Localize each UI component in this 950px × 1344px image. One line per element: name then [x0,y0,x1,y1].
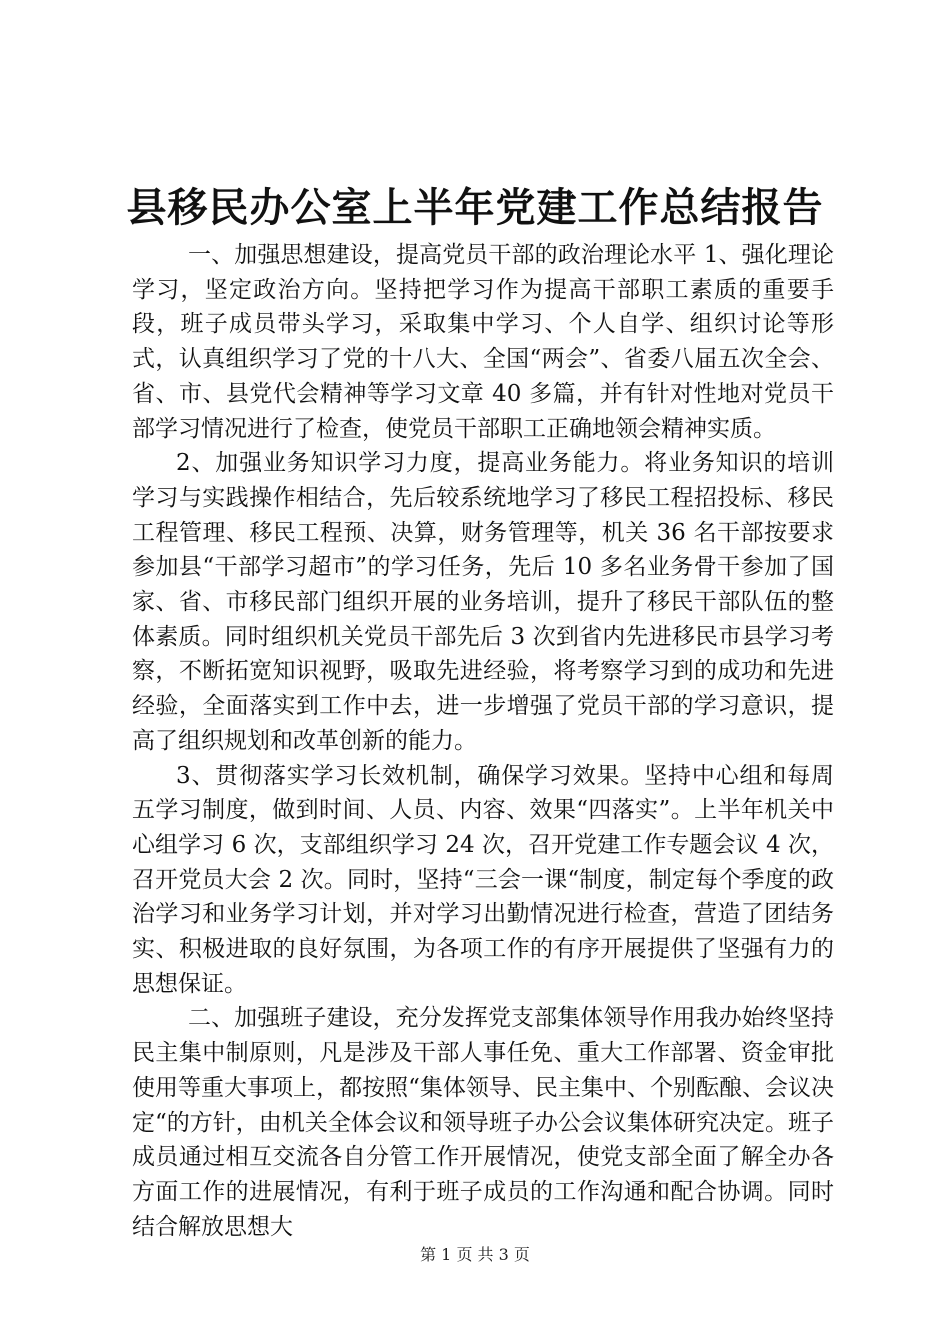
page-number-footer: 第 1 页 共 3 页 [420,1245,530,1264]
document-body [132,238,834,1244]
document-title: 县移民办公室上半年党建工作总结报告 [126,184,824,231]
body-paragraph: 3、贯彻落实学习长效机制，确保学习效果。坚持中心组和每周五学习制度，做到时间、人员、内容、效果“四落实”。上半年机关中心组学习 6 次，支部组织学习 24 次，召开党建工作专题会议 4 次，召开党员大会 2 次。同时，坚持“三会一课“制度，制定每个季度的政治学习和业务学习计划，并对学习出勤情况进行检查，营造了团结务实、积极进取的良好氛围，为各项工作的有序开展提供了坚强有力的思想保证。 [132,762,834,997]
body-paragraph: 2、加强业务知识学习力度，提高业务能力。将业务知识的培训学习与实践操作相结合，先后较系统地学习了移民工程招投标、移民工程管理、移民工程预、决算，财务管理等，机关 36 名干部按要求参加县“干部学习超市”的学习任务，先后 10 多名业务骨干参加了国家、省、市移民部门组织开展的业务培训，提升了移民干部队伍的整体素质。同时组织机关党员干部先后 3 次到省内先进移民市县学习考察，不断拓宽知识视野，吸取先进经验，将考察学习到的成功和先进经验，全面落实到工作中去，进一步增强了党员干部的学习意识，提高了组织规划和改革创新的能力。 [132,450,834,754]
body-paragraph: 一、加强思想建设，提高党员干部的政治理论水平 1、强化理论学习，坚定政治方向。坚持把学习作为提高干部职工素质的重要手段，班子成员带头学习，采取集中学习、个人自学、组织讨论等形式，认真组织学习了党的十八大、全国“两会”、省委八届五次全会、省、市、县党代会精神等学习文章 40 多篇，并有针对性地对党员干部学习情况进行了检查，使党员干部职工正确地领会精神实质。 [132,242,834,442]
body-paragraph: 二、加强班子建设，充分发挥党支部集体领导作用我办始终坚持民主集中制原则，凡是涉及干部人事任免、重大工作部署、资金审批使用等重大事项上，都按照“集体领导、民主集中、个别酝酿、会议决定“的方针，由机关全体会议和领导班子办公会议集体研究决定。班子成员通过相互交流各自分管工作开展情况，使党支部全面了解全办各方面工作的进展情况，有利于班子成员的工作沟通和配合协调。同时结合解放思想大 [132,1005,834,1240]
